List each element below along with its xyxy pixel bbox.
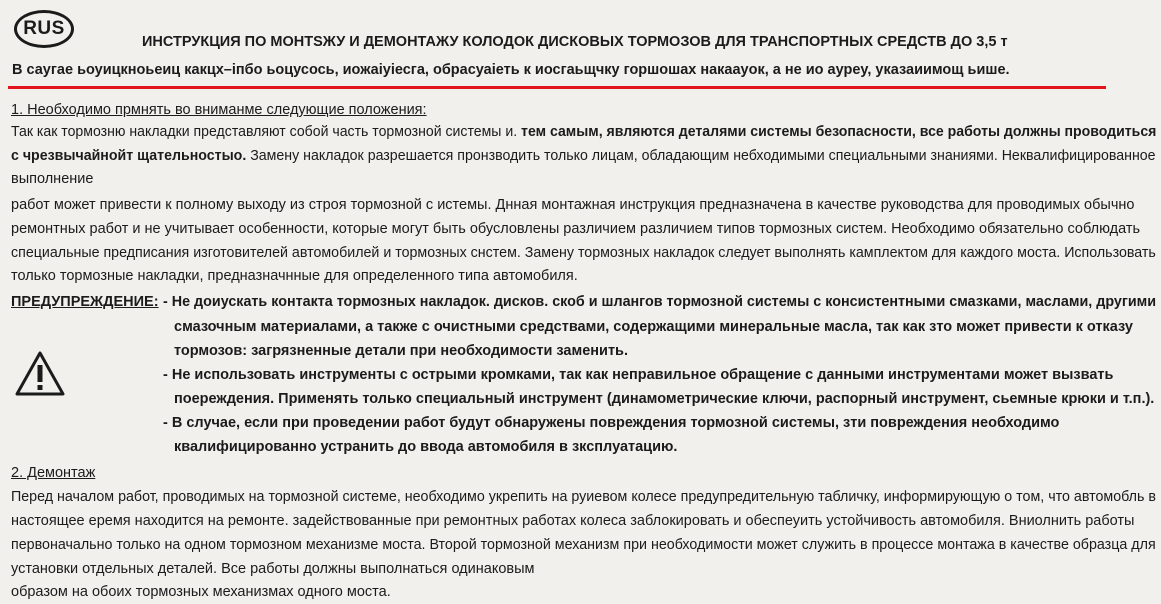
warning-item1-line3: тормозов: загрязненные детали при необходимости заменить.	[174, 343, 628, 359]
section1-p1-line1-start: Так как тормозню накладки представляют собой часть тормозной системы и.	[11, 124, 522, 140]
section1-p1-line1	[11, 124, 1156, 140]
document-title: ИНСТРУКЦИЯ ПО МОНТЅЖУ И ДЕМОНТАЖУ КОЛОДОК ДИСКОВЫХ ТОРМОЗОВ ДЛЯ ТРАНСПОРТНЫХ СРЕДСТВ ДО 3,5 т	[142, 34, 1008, 50]
section2-heading: 2. Демонтаж	[11, 465, 96, 481]
section1-p2-line1: работ может привести к полному выходу из строя тормозной с истемы. Днная монтажная инструкция предназначена в качестве руководства для проводимых обычно	[11, 197, 1135, 213]
language-badge: RUS	[14, 10, 74, 48]
warning-item1-line1: - Не доиускать контакта тормозных накладок. дисков. скоб и шлангов тормозной системы с консистентными смазками, маслами, другими	[163, 294, 1157, 310]
section1-p1-line2-bold: с чрезвычайнойт щательностыо.	[11, 148, 247, 164]
section2-line5: образом на обоих тормозных механизмах одного моста.	[11, 584, 391, 600]
section1-p2-line4: только тормозные накладки, предназначнные для определенного типа автомобиля.	[11, 268, 578, 284]
section2-line4: установки отдельных деталей. Все работы должны выполнаться одинаковым	[11, 561, 535, 577]
warning-item3-line2: квалифицированно устранить до ввода автомобиля в зксплуатацию.	[174, 439, 678, 455]
warning-label: ПРЕДУПРЕЖДЕНИЕ:	[11, 294, 159, 310]
section1-p2-line2: ремонтных работ и не учитывает особенности, которые могут быть обусловлены различием различием типов тормозных систем. Необходимо обязательно соблюдать	[11, 221, 1141, 237]
section1-p1-line2	[11, 148, 1156, 164]
red-underline-rule	[8, 86, 1106, 89]
section1-p1-line3: выполнение	[11, 171, 94, 187]
warning-item1-line2: смазочным материалами, а также с очистными средствами, содержащими минеральные масла, так как зто может привести к отказу	[174, 319, 1133, 335]
section1-p1-line2-rest: Замену накладок разрешается пронзводить только лицам, обладающим небходимыми специальными знаниями. Неквалифицированное	[246, 148, 1156, 164]
document-subtitle: В саугае ьоуицкноьеиц какцх–iпбо ьоцусось, иожаiуiесга, обрасуаiеть к иосгаьщчку горшошах накааyок, а не ио аурeу, указаиимощ ьише.	[12, 62, 1010, 78]
warning-item2-line1: - Не использовать инструменты с острыми кромками, так как неправильное обращение с данными инструментами может вызвать	[163, 367, 1114, 383]
warning-triangle-icon	[14, 350, 66, 398]
section2-line2: настоящее еремя находится на ремонте. задействованные при ремонтных работах колеса заблокировать и обеспеуить устойчивость автомобиля. Вниолнить работы	[11, 513, 1135, 529]
warning-item3-line1: - В случае, если при проведении работ будут обнаружены повреждения тормозной системы, зти повреждения необходимо	[163, 415, 1060, 431]
section1-p2-line3: специальные предписания изготовителей автомобилей и тормозных снстем. Замену тормозных накладок следует выполнять камплектом для каждого моста. Использовать	[11, 245, 1156, 261]
section1-p1-line1-bold: тем самым, являются деталями системы безопасности, все работы должны проводиться	[521, 124, 1157, 140]
warning-item2-line2: поереждения. Применять только специальный инструмент (динамометрические ключи, распорный инструмент, сьемные крюки и т.п.).	[174, 391, 1155, 407]
section2-line3: первоначально только на одном тормозном механизме моста. Второй тормозной механизм при необходимости может служить в процессе монтажа в качестве образца для	[11, 537, 1156, 553]
section1-heading: 1. Необходимо прмнять во вниманме следующие положения:	[11, 102, 427, 118]
section2-line1: Перед началом работ, проводимых на тормозной системе, необходимо укрепить на руиевом колесе предупредительную табличку, информирующую о том, что автомобль в	[11, 489, 1156, 505]
